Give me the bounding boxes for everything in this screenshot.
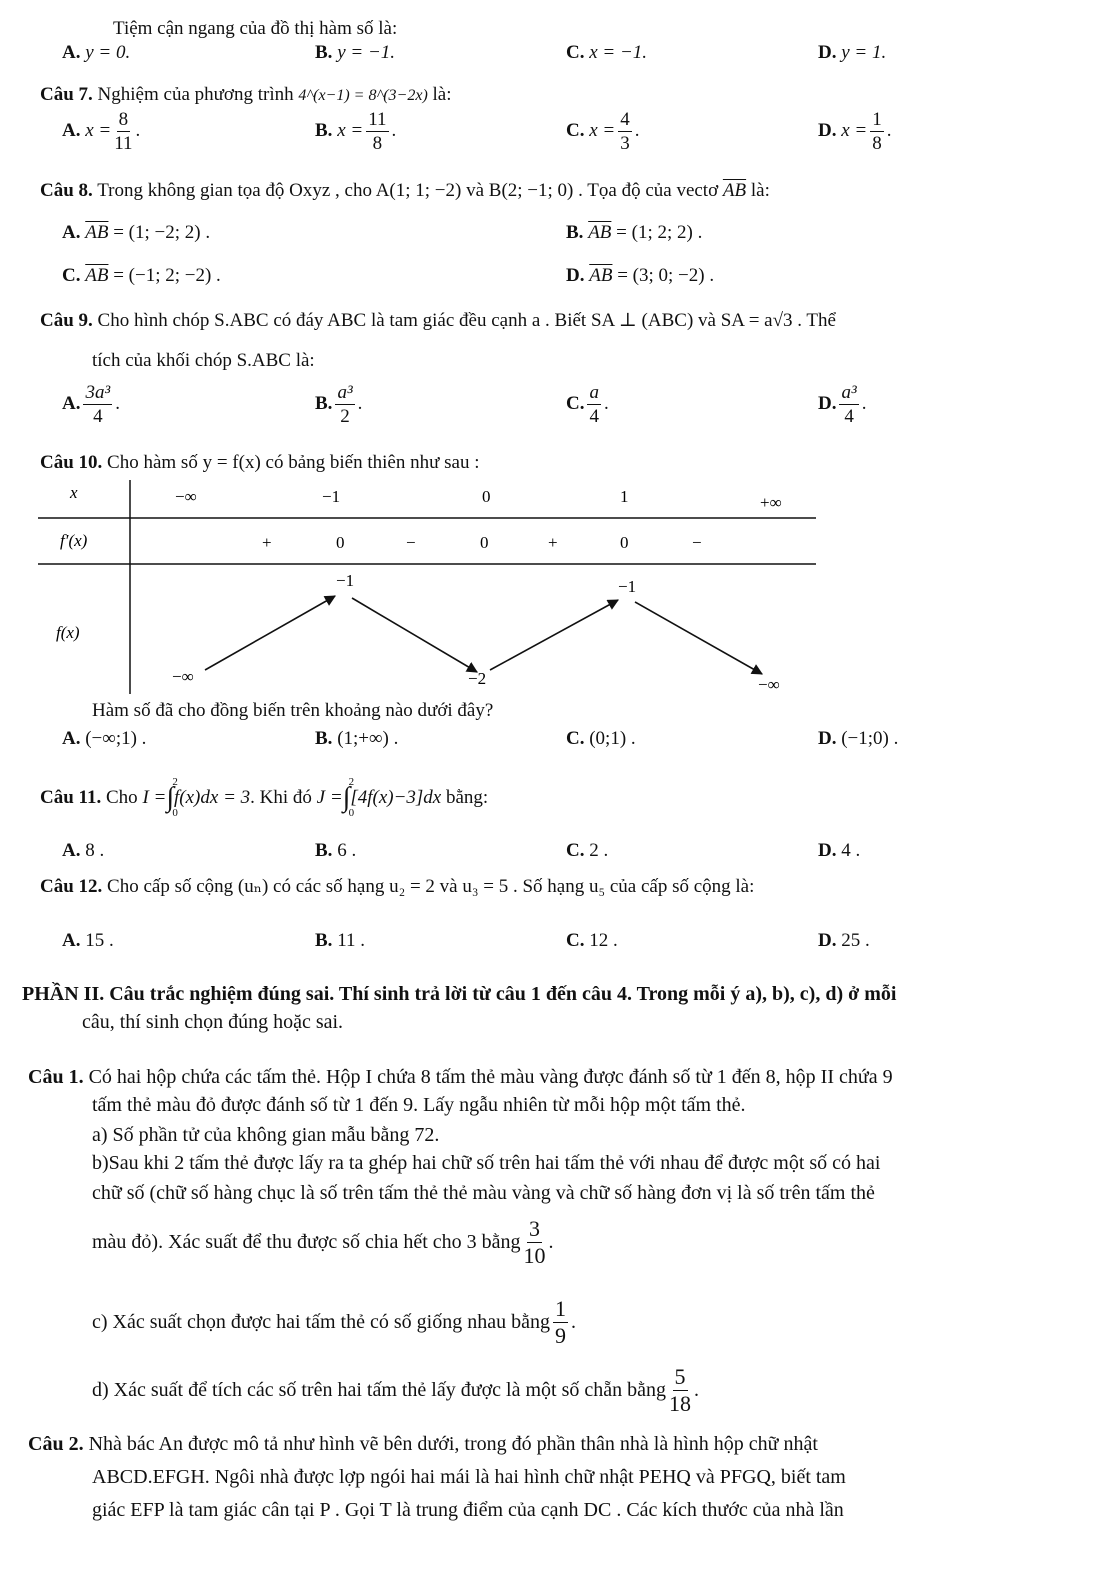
q7-stem: Câu 7. Nghiệm của phương trình 4^(x−1) = 8^(3−2x) là: bbox=[40, 84, 452, 105]
f-bottom-left: −∞ bbox=[172, 667, 194, 686]
p1-item-b-line2: chữ số (chữ số hàng chục là số trên tấm thẻ thẻ màu vàng và chữ số hàng đơn vị là số trên tấm thẻ bbox=[92, 1182, 875, 1204]
q8-stem: Câu 8. Trong không gian tọa độ Oxyz , cho A(1; 1; −2) và B(2; −1; 0) . Tọa độ của vectơ $\overline{AB}$ là: bbox=[40, 180, 770, 201]
q8-option-d: D. $\overline{AB} = (3$; 0; −2) . bbox=[566, 265, 715, 286]
q9-option-d: D. $\frac{\text{a³}}{4}$ . bbox=[818, 382, 867, 427]
arrow-increase-2 bbox=[490, 600, 618, 670]
q6-option-b: B. y = −1. bbox=[315, 42, 396, 63]
part2-heading-line2: câu, thí sinh chọn đúng hoặc sai. bbox=[82, 1011, 344, 1033]
f-label: f(x) bbox=[56, 623, 80, 642]
p1-item-b-line3: màu đỏ). Xác suất để thu được số chia hết cho 3 bằng $\frac{3}{10}$ . bbox=[92, 1216, 554, 1268]
q11-option-a: A. 8 . bbox=[62, 840, 105, 861]
q9-option-b: B. $\frac{\text{a³}}{2}$ . bbox=[315, 382, 363, 427]
sign-5: + bbox=[548, 533, 558, 552]
p2-line3: giác EFP là tam giác cân tại P . Gọi T là trung điểm của cạnh DC . Các kích thước của nhà lần bbox=[92, 1499, 844, 1521]
p1-item-c: c) Xác suất chọn được hai tấm thẻ có số giống nhau bằng $\frac{1}{9}$ . bbox=[92, 1296, 576, 1348]
arrow-decrease-1 bbox=[352, 598, 477, 672]
q10-question: Hàm số đã cho đồng biến trên khoảng nào dưới đây? bbox=[92, 700, 494, 721]
f-top-right: −1 bbox=[618, 577, 637, 596]
q12-stem: Câu 12. Cho cấp số cộng (uₙ) có các số hạng u₂ = 2 và u₃ = 5 . Số hạng u₅ của cấp số cộng là: bbox=[40, 876, 755, 897]
f-bottom-right: −∞ bbox=[758, 675, 780, 694]
q10-option-b: B. (1;+∞) . bbox=[315, 728, 399, 749]
sign-2: 0 bbox=[336, 533, 345, 552]
q12-option-b: B. 11 . bbox=[315, 930, 365, 951]
q10-option-d: D. (−1;0) . bbox=[818, 728, 899, 749]
q9-line1: Câu 9. Cho hình chóp S.ABC có đáy ABC là tam giác đều cạnh a . Biết SA ⊥ (ABC) và SA = a√3 . Thể bbox=[40, 310, 836, 331]
q7-equation: 4^(x−1) = 8^(3−2x) bbox=[298, 87, 428, 104]
q10-option-c: C. (0;1) . bbox=[566, 728, 636, 749]
sign-7: − bbox=[692, 533, 702, 552]
q6-option-c: C. x = −1. bbox=[566, 42, 648, 63]
q7-option-c: C. x = $\frac{4}{3}$ . bbox=[566, 109, 640, 154]
fp-label: f′(x) bbox=[60, 531, 88, 550]
x-value-3: 0 bbox=[482, 487, 491, 506]
q12-option-a: A. 15 . bbox=[62, 930, 114, 951]
q7-option-a: A. x = $\frac{8}{11}$ . bbox=[62, 109, 141, 154]
p1-item-d: d) Xác suất để tích các số trên hai tấm thẻ lấy được là một số chẵn bằng $\frac{5}{18}$ . bbox=[92, 1364, 699, 1416]
p2-line1: Câu 2. Nhà bác An được mô tả như hình vẽ bên dưới, trong đó phần thân nhà là hình hộp chữ nhật bbox=[28, 1433, 818, 1455]
q10-stem: Câu 10. Cho hàm số y = f(x) có bảng biến thiên như sau : bbox=[40, 452, 480, 473]
p2-line2: ABCD.EFGH. Ngôi nhà được lợp ngói hai mái là hai hình chữ nhật PEHQ và PFGQ, biết tam bbox=[92, 1466, 846, 1488]
q6-option-a: A. y = 0. bbox=[62, 42, 131, 63]
p1-item-a: a) Số phần tử của không gian mẫu bằng 72. bbox=[92, 1124, 440, 1146]
arrow-decrease-2 bbox=[635, 602, 762, 674]
q7-option-d: D. x = $\frac{1}{8}$ . bbox=[818, 109, 892, 154]
q12-option-c: C. 12 . bbox=[566, 930, 618, 951]
q11-option-c: C. 2 . bbox=[566, 840, 609, 861]
q9-line2: tích của khối chóp S.ABC là: bbox=[92, 350, 315, 371]
q12-option-d: D. 25 . bbox=[818, 930, 870, 951]
sign-6: 0 bbox=[620, 533, 629, 552]
q6-option-d: D. y = 1. bbox=[818, 42, 887, 63]
q9-option-c: C. $\frac{a}{4}$ . bbox=[566, 382, 609, 427]
q9-option-a: A. $\frac{\text{3a³}}{4}$ . bbox=[62, 382, 120, 427]
f-top-left: −1 bbox=[336, 571, 355, 590]
arrow-increase-1 bbox=[205, 596, 335, 670]
x-value-4: 1 bbox=[620, 487, 629, 506]
q8-option-c: C. $\overline{AB} = (-1$; 2; −2) . bbox=[62, 265, 221, 286]
sign-1: + bbox=[262, 533, 272, 552]
q11-option-b: B. 6 . bbox=[315, 840, 357, 861]
variation-table bbox=[30, 476, 830, 696]
x-value-5: +∞ bbox=[760, 493, 782, 512]
sign-4: 0 bbox=[480, 533, 489, 552]
x-value-1: −∞ bbox=[175, 487, 197, 506]
q8-option-a: A. $\overline{AB} = (1$; −2; 2) . bbox=[62, 222, 211, 243]
q6-stem: Tiệm cận ngang của đồ thị hàm số là: bbox=[113, 18, 398, 39]
q8-option-b: B. $\overline{AB} = (1$; 2; 2) . bbox=[566, 222, 703, 243]
q11-stem: Câu 11. Cho I = ∫ 2 0 f(x)dx = 3 . Khi đó J = ∫ 2 0 [4f(x)−3]dx bằng: bbox=[40, 775, 489, 820]
p1-line2: tấm thẻ màu đỏ được đánh số từ 1 đến 9. Lấy ngẫu nhiên từ mỗi hộp một tấm thẻ. bbox=[92, 1094, 746, 1116]
x-label: x bbox=[70, 483, 78, 502]
p1-item-b-line1: b)Sau khi 2 tấm thẻ được lấy ra ta ghép hai chữ số trên hai tấm thẻ với nhau để được một số có hai bbox=[92, 1152, 881, 1174]
x-value-2: −1 bbox=[322, 487, 341, 506]
sign-3: − bbox=[406, 533, 416, 552]
integral-i: ∫ 2 0 bbox=[166, 775, 178, 820]
q10-option-a: A. (−∞;1) . bbox=[62, 728, 147, 749]
part2-heading: PHẦN II. Câu trắc nghiệm đúng sai. Thí sinh trả lời từ câu 1 đến câu 4. Trong mỗi ý a), b), c), d) ở mỗi bbox=[22, 983, 897, 1005]
q11-option-d: D. 4 . bbox=[818, 840, 861, 861]
q7-option-b: B. x = $\frac{11}{8}$ . bbox=[315, 109, 397, 154]
p1-line1: Câu 1. Có hai hộp chứa các tấm thẻ. Hộp I chứa 8 tấm thẻ màu vàng được đánh số từ 1 đến 8, hộp II chứa 9 bbox=[28, 1066, 893, 1088]
f-bottom-mid: −2 bbox=[468, 669, 487, 688]
integral-j: ∫ 2 0 bbox=[342, 775, 355, 820]
